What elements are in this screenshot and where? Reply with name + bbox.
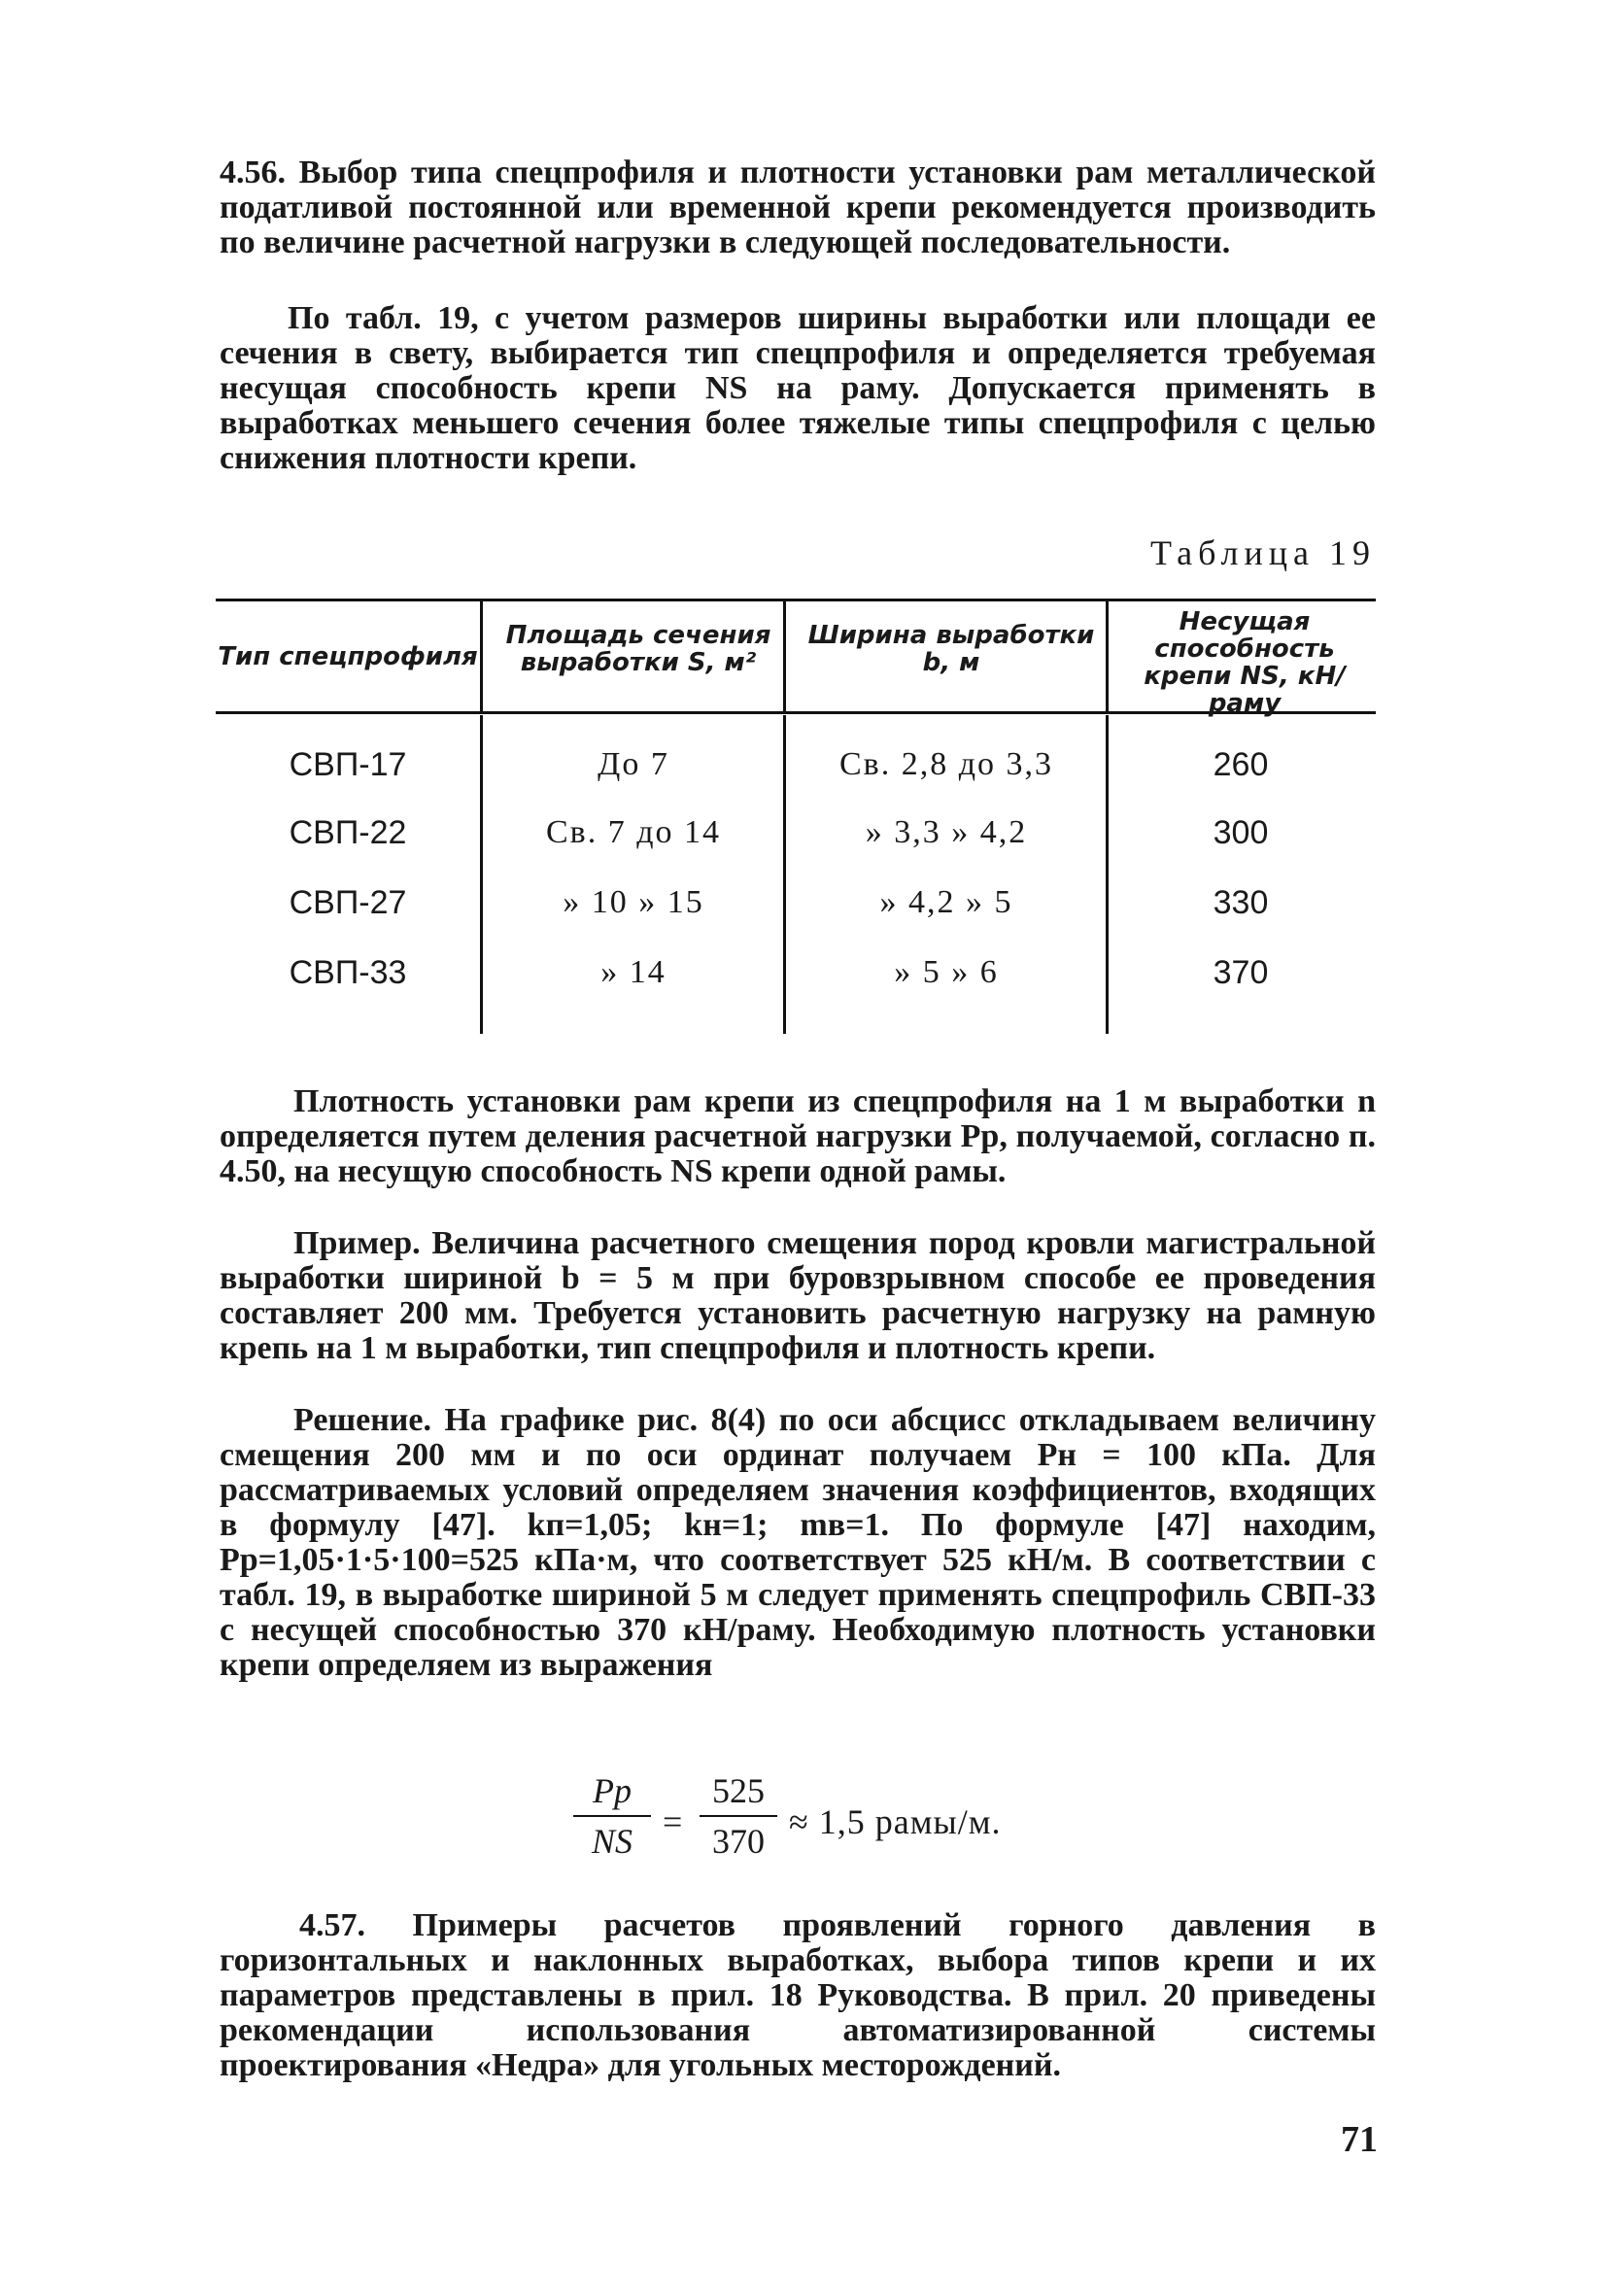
example-label: Пример. [293, 1225, 421, 1261]
page-number: 71 [1341, 2119, 1378, 2160]
table-top-rule [216, 599, 1376, 601]
solution-label: Решение. [293, 1402, 431, 1438]
section-text: Примеры расчетов проявлений горного давления в горизонтальных и наклонных выработках, выбора типов крепи и их параметров представлены в прил. 18 Руководства. В прил. 20 приведены рекомендации использования автоматизированной системы проектирования «Недра» для угольных месторождений. [220, 1907, 1376, 2083]
fraction-rhs [700, 1770, 777, 1862]
fraction-bar [700, 1815, 777, 1817]
cell-capacity: 260 [1213, 746, 1269, 783]
cell-capacity: 370 [1213, 954, 1269, 991]
rhs-denominator: 370 [712, 1822, 765, 1861]
header-width: Ширина выработки b, м [807, 621, 1095, 677]
cell-width: » 4,2 » 5 [879, 884, 1013, 920]
cell-profile: СВП-33 [289, 954, 407, 991]
table-caption: Таблица 19 [1150, 533, 1376, 572]
solution-text: На графике рис. 8(4) по оси абсцисс откладываем величину смещения 200 мм и по оси ординат получаем Pн = 100 кПа. Для рассматриваемых условий определяем значения коэффициентов, входящих в формулу [47]. kп=1,05; kн=1; mв=1. По формуле [47] находим, Pр=1,05·1·5·100=525 кПа·м, что соответствует 525 кН/м. В соответствии с табл. 19, в выработке шириной 5 м следует применять спецпрофиль СВП-33 с несущей способностью 370 кН/раму. Необходимую плотность установки крепи определяем из выражения [220, 1402, 1376, 1683]
cell-profile: СВП-22 [289, 814, 407, 851]
cell-capacity: 300 [1213, 814, 1269, 851]
header-profile-type: Тип спецпрофиля [218, 642, 478, 671]
formula [573, 1770, 1117, 1868]
cell-area: » 14 [600, 954, 667, 990]
header-divider [480, 599, 483, 711]
cell-capacity: 330 [1213, 884, 1269, 921]
cell-profile: СВП-17 [289, 746, 407, 783]
header-divider [1106, 599, 1109, 711]
formula-result: ≈ 1,5 рамы/м. [789, 1802, 1002, 1841]
paragraph-density: Плотность установки рам крепи из спецпрофиля на 1 м выработки n определяется путем деления расчетной нагрузки Pр, получаемой, согласно п. 4.50, на несущую способность NS крепи одной рамы. [220, 1083, 1376, 1189]
example-text: Величина расчетного смещения пород кровли магистральной выработки шириной b = 5 м при буровзрывном способе ее проведения составляет 200 мм. Требуется установить расчетную нагрузку на рамную крепь на 1 м выработки, тип спецпрофиля и плотность крепи. [220, 1225, 1376, 1366]
paragraph-table-ref: По табл. 19, с учетом размеров ширины выработки или площади ее сечения в свету, выбирается тип спецпрофиля и определяется требуемая несущая способность крепи NS на раму. Допускается применять в выработках меньшего сечения более тяжелые типы спецпрофиля с целью снижения плотности крепи. [220, 300, 1376, 476]
header-section-area: Площадь сечения выработки S, м² [505, 621, 771, 677]
section-number: 4.57. [299, 1907, 365, 1943]
cell-width: » 5 » 6 [894, 954, 999, 990]
section-4-57 [220, 1908, 1376, 2083]
section-text: Выбор типа спецпрофиля и плотности установки рам металлической податливой постоянной или временной крепи рекомендуется производить по величине расчетной нагрузки в следующей последовательности. [220, 154, 1376, 260]
column-divider [783, 715, 786, 1034]
paragraph-example [220, 1226, 1376, 1366]
fraction-lhs [573, 1770, 651, 1862]
column-divider [1106, 715, 1109, 1034]
header-divider [783, 599, 786, 711]
cell-width: Св. 2,8 до 3,3 [838, 746, 1054, 782]
cell-width: » 3,3 » 4,2 [865, 814, 1028, 850]
rhs-numerator: 525 [712, 1771, 765, 1810]
paragraph-solution [220, 1403, 1376, 1683]
fraction-bar [573, 1815, 651, 1817]
cell-area: До 7 [598, 746, 669, 782]
lhs-numerator: Pр [593, 1771, 632, 1810]
section-4-56 [220, 155, 1376, 260]
column-divider [480, 715, 483, 1034]
equals-sign: = [663, 1802, 683, 1841]
lhs-denominator: NS [591, 1822, 633, 1861]
cell-area: » 10 » 15 [563, 884, 704, 920]
cell-profile: СВП-27 [289, 884, 407, 921]
header-capacity: Несущая способность крепи NS, кН/раму [1144, 607, 1346, 718]
cell-area: Св. 7 до 14 [545, 814, 722, 850]
section-number: 4.56. [220, 154, 286, 190]
